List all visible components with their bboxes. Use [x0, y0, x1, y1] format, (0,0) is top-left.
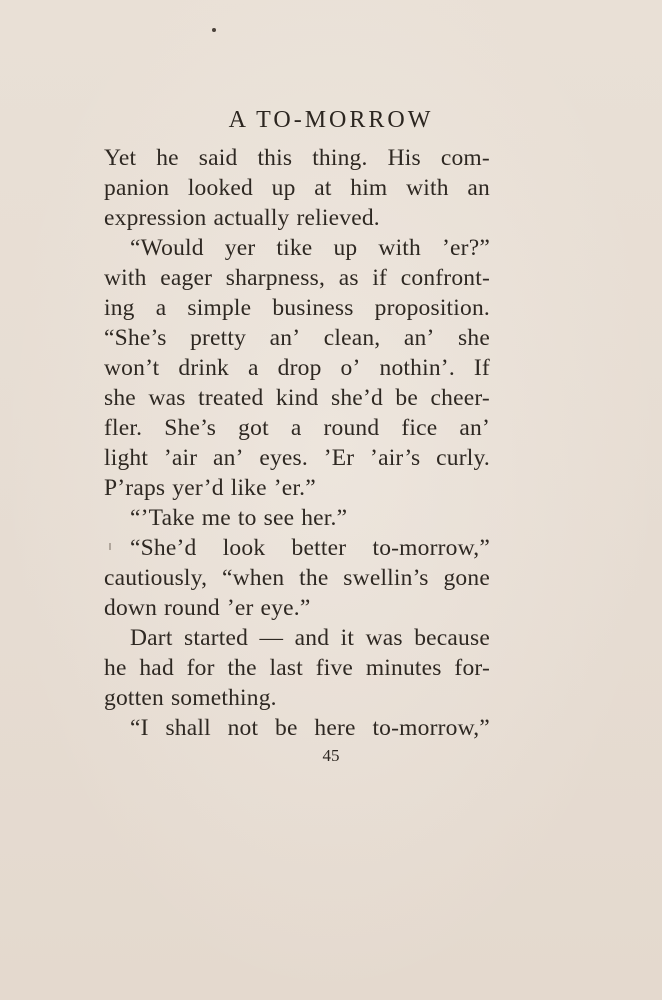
- word: drink: [178, 355, 230, 381]
- word: me: [201, 505, 231, 531]
- word: com-: [440, 145, 490, 171]
- word: —: [259, 625, 284, 651]
- word: yer’d: [172, 475, 224, 501]
- text-line: [104, 683, 490, 713]
- word: “I: [130, 715, 149, 741]
- word: was: [148, 385, 186, 411]
- word: started: [184, 625, 249, 651]
- word: cautiously,: [104, 565, 208, 591]
- word: last: [269, 655, 303, 681]
- text-line: [104, 623, 490, 653]
- word: panion: [104, 175, 170, 201]
- word: with: [378, 235, 421, 261]
- word: down: [104, 595, 158, 621]
- word: a: [248, 355, 259, 381]
- word: something.: [170, 685, 277, 711]
- word: better: [291, 535, 347, 561]
- word: shall: [165, 715, 211, 741]
- text-line: [104, 233, 490, 263]
- word: tike: [276, 235, 313, 261]
- word: like: [230, 475, 267, 501]
- word: Dart: [130, 625, 173, 651]
- word: at: [314, 175, 332, 201]
- word: “’Take: [130, 505, 195, 531]
- word: nothin’.: [379, 355, 455, 381]
- word: If: [473, 355, 490, 381]
- word: up: [333, 235, 358, 261]
- word: got: [238, 415, 269, 441]
- word: drop: [277, 355, 322, 381]
- word: “She’s: [104, 325, 167, 351]
- word: eager: [160, 265, 213, 291]
- word: she: [104, 385, 136, 411]
- word: to: [237, 505, 257, 531]
- body-text: [104, 143, 490, 743]
- word: be: [275, 715, 298, 741]
- word: swellin’s: [343, 565, 429, 591]
- word: a: [155, 295, 167, 321]
- word: and: [294, 625, 330, 651]
- text-line: [104, 143, 490, 173]
- word: be: [395, 385, 419, 411]
- word: minutes: [365, 655, 442, 681]
- word: ’er: [226, 595, 254, 621]
- word: ’er.”: [273, 475, 316, 501]
- word: she: [458, 325, 490, 351]
- word: to-morrow,”: [372, 535, 490, 561]
- text-line: [104, 413, 490, 443]
- text-line: [104, 323, 490, 353]
- word: ’er?”: [442, 235, 490, 261]
- word: “She’d: [130, 535, 197, 561]
- text-line: [104, 293, 490, 323]
- word: His: [387, 145, 421, 171]
- word: “Would: [130, 235, 204, 261]
- word: relieved.: [296, 205, 380, 231]
- word: the: [227, 655, 257, 681]
- word: pretty: [190, 325, 247, 351]
- text-line: [104, 443, 490, 473]
- word: simple: [187, 295, 252, 321]
- word: him: [350, 175, 388, 201]
- word: the: [299, 565, 329, 591]
- word: had: [139, 655, 174, 681]
- text-line: [104, 173, 490, 203]
- word: an’: [269, 325, 301, 351]
- word: an’: [459, 415, 490, 441]
- text-line: [104, 263, 490, 293]
- word: ’air: [163, 445, 198, 471]
- word: this: [257, 145, 293, 171]
- word: her.”: [301, 505, 348, 531]
- word: ’air’s: [370, 445, 421, 471]
- word: round: [323, 415, 380, 441]
- word: up: [271, 175, 296, 201]
- word: he: [104, 655, 127, 681]
- word: for-: [454, 655, 490, 681]
- word: a: [290, 415, 302, 441]
- word: cheer-: [430, 385, 490, 411]
- word: an: [467, 175, 490, 201]
- word: Yet: [104, 145, 137, 171]
- text-line: [104, 533, 490, 563]
- word: confront-: [400, 265, 490, 291]
- text-line: [104, 203, 490, 233]
- word: gotten: [104, 685, 164, 711]
- word: kind: [275, 385, 319, 411]
- word: yer: [224, 235, 256, 261]
- text-line: [104, 713, 490, 743]
- word: here: [314, 715, 356, 741]
- word: he: [156, 145, 179, 171]
- word: won’t: [104, 355, 160, 381]
- word: eye.”: [260, 595, 311, 621]
- word: not: [227, 715, 259, 741]
- word: with: [406, 175, 449, 201]
- text-line: [104, 563, 490, 593]
- text-line: [104, 653, 490, 683]
- word: round: [164, 595, 220, 621]
- word: with: [104, 265, 147, 291]
- word: she’d: [331, 385, 383, 411]
- word: to-morrow,”: [372, 715, 490, 741]
- word: five: [315, 655, 354, 681]
- word: because: [414, 625, 490, 651]
- word: proposition.: [374, 295, 490, 321]
- word: clean,: [323, 325, 381, 351]
- word: sharpness,: [225, 265, 326, 291]
- text-line: [104, 353, 490, 383]
- word: see: [263, 505, 295, 531]
- word: “when: [221, 565, 285, 591]
- word: treated: [198, 385, 264, 411]
- word: an’: [212, 445, 244, 471]
- word: ing: [104, 295, 135, 321]
- word: She’s: [164, 415, 217, 441]
- word: it: [340, 625, 355, 651]
- word: fice: [401, 415, 438, 441]
- word: if: [372, 265, 388, 291]
- text-line: [104, 473, 490, 503]
- word: gone: [443, 565, 490, 591]
- word: look: [222, 535, 266, 561]
- word: light: [104, 445, 149, 471]
- word: thing.: [312, 145, 368, 171]
- word: expression: [104, 205, 207, 231]
- word: curly.: [436, 445, 490, 471]
- page-number: 45: [322, 746, 340, 765]
- word: business: [272, 295, 354, 321]
- running-head: A TO-MORROW: [228, 107, 434, 133]
- text-line: [104, 503, 490, 533]
- word: ’Er: [323, 445, 355, 471]
- word: actually: [213, 205, 290, 231]
- word: was: [365, 625, 403, 651]
- word: fler.: [104, 415, 143, 441]
- ink-speck: [212, 28, 216, 32]
- word: as: [338, 265, 359, 291]
- word: P’raps: [104, 475, 166, 501]
- text-line: [104, 593, 490, 623]
- text-line: [104, 383, 490, 413]
- word: said: [198, 145, 238, 171]
- word: eyes.: [259, 445, 308, 471]
- word: for: [186, 655, 215, 681]
- word: an’: [403, 325, 435, 351]
- word: looked: [187, 175, 253, 201]
- word: o’: [340, 355, 361, 381]
